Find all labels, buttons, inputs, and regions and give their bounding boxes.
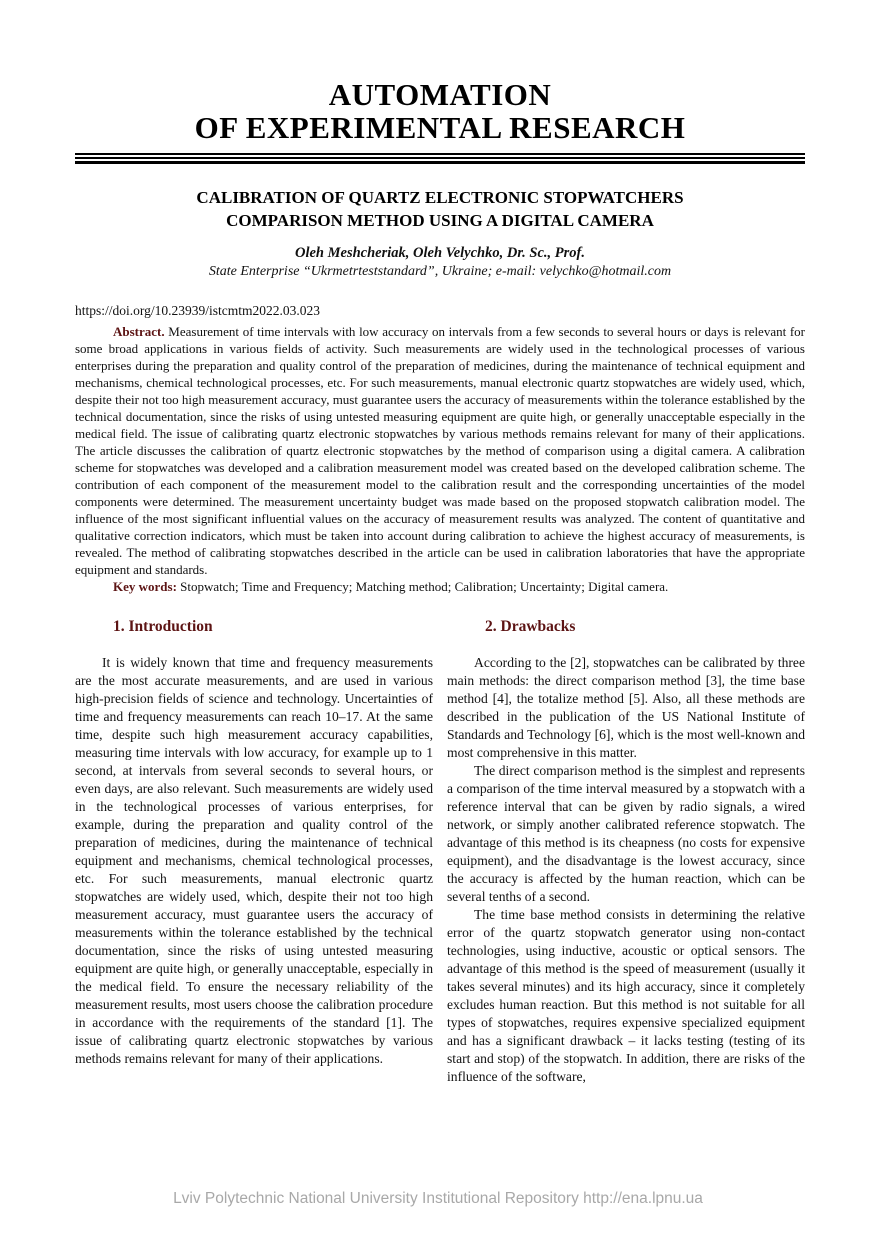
section-heading-drawbacks: 2. Drawbacks — [485, 618, 576, 635]
article-title — [75, 186, 805, 232]
drawbacks-paragraph-3: The time base method consists in determining the relative error of the quartz stopwatch generator using non-contact technologies, using inductive, acoustic or optical sensors. The advantage of this method is the speed of measurement (usually it takes several minutes) and its high accuracy, since it completely excludes human reaction. But this method is not suitable for all types of stopwatches, requires expensive specialized equipment and has a significant drawback – it lacks testing (testing of its start and stop) of the stopwatch. In addition, there are risks of the influence of the software, — [447, 907, 805, 1084]
affiliation-line: State Enterprise “Ukrmetrteststandard”, Ukraine; e-mail: velychko@hotmail.com — [208, 264, 672, 279]
two-column-body — [75, 617, 805, 1086]
keywords-text: Stopwatch; Time and Frequency; Matching method; Calibration; Uncertainty; Digital camera. — [180, 579, 669, 594]
keywords-label: Key words: — [113, 579, 177, 594]
authors-line: Oleh Meshcheriak, Oleh Velychko, Dr. Sc., Prof. — [295, 245, 585, 261]
abstract-paragraph — [75, 323, 805, 578]
footer-repository-text: Lviv Polytechnic National University Institutional Repository http://ena.lpnu.ua — [173, 1190, 703, 1207]
abstract-text: Measurement of time intervals with low accuracy on intervals from a few seconds to several hours or days is relevant for some broad applications in various fields of activity. Such measurements are widely used in the technological processes of various enterprises during the preparation and quality control of the preparation of medicines, during the maintenance of technical equipment and mechanisms, chemical technological processes, etc. For such measurements, manual electronic quartz stopwatches are widely used, which, despite their not too high measurement accuracy, must guarantee users the accuracy of measurements within the tolerance established by the technical documentation, since the risks of using untested measuring equipment are quite high, or generally unacceptable especially in the medical field. The issue of calibrating quartz electronic stopwatches by various methods remains relevant for many of their applications. The article discusses the calibration of quartz electronic stopwatches by the method of comparison using a digital camera. A calibration scheme for stopwatches was developed and a calibration measurement model was created based on the developed calibration scheme. The contribution of each component of the measurement model to the calibration result and the corresponding uncertainties of the model components were determined. The measurement uncertainty budget was made based on the proposed stopwatch calibration model. The influence of the most significant influential values on the accuracy of measurement results was analyzed. The content of quantitative and qualitative correction indicators, which must be taken into account during calibration to achieve the highest accuracy of measurements, is revealed. The method of calibrating stopwatches described in the article can be used in calibration laboratories that have the appropriate equipment and standards. — [75, 324, 806, 577]
section-drawbacks — [447, 617, 805, 1086]
journal-title-line1: AUTOMATION — [328, 77, 552, 112]
section-introduction — [75, 617, 433, 1086]
drawbacks-paragraph-1: According to the [2], stopwatches can be calibrated by three main methods: the direct comparison method [3], the time base method [4], the totalize method [5]. Also, all these methods are described in the publication of the US National Institute of Standards and Technology [6], which is the most well-known and most comprehensive in this matter. — [447, 655, 805, 760]
drawbacks-paragraph-2: The direct comparison method is the simplest and represents a comparison of the time interval measured by a stopwatch with a reference interval that can be given by radio signals, a wired network, or simply another calibrated reference stopwatch. The advantage of this method is its cheapness (no costs for expensive equipment), and the disadvantage is the lowest accuracy, since the accuracy is affected by the human reaction, which can be several tenths of a second. — [447, 763, 805, 904]
section-heading-introduction: 1. Introduction — [113, 618, 213, 635]
article-title-line1: CALIBRATION OF QUARTZ ELECTRONIC STOPWATCHERS — [196, 188, 684, 207]
journal-title-line2: OF EXPERIMENTAL RESEARCH — [194, 110, 686, 145]
journal-title — [75, 78, 805, 144]
keywords-line — [75, 578, 805, 595]
article-title-line2: COMPARISON METHOD USING A DIGITAL CAMERA — [226, 211, 654, 230]
introduction-paragraph-1: It is widely known that time and frequency measurements are the most accurate measurements, and are used in various high-precision fields of science and technology. Uncertainties of time and frequency measurements can reach 10–17. At the same time, despite such high measurement accuracy capabilities, measuring time intervals with low accuracy, for example up to 1 second, at intervals from several seconds to several hours, or even days, are also relevant. Such measurements are widely used in the technological processes of various enterprises, for example, during the preparation and quality control of the preparation of medicines, during the maintenance of technical equipment and mechanisms, chemical technological processes, etc. For such measurements, manual electronic quartz stopwatches are widely used, which, despite their not too high measurement accuracy, must guarantee users the accuracy of measurements within the tolerance established by the technical documentation, since the risks of using untested measuring equipment are quite high, or generally unacceptable, especially in the medical field. To ensure the necessary reliability of the measurement results, most users choose the calibration procedure in accordance with the requirements of the standard [1]. The issue of calibrating quartz electronic stopwatches by various methods remains relevant for many of their applications. — [75, 655, 433, 1066]
header-rule-divider — [75, 153, 805, 164]
doi-text: https://doi.org/10.23939/istcmtm2022.03.023 — [75, 303, 321, 318]
abstract-label: Abstract. — [113, 324, 165, 339]
